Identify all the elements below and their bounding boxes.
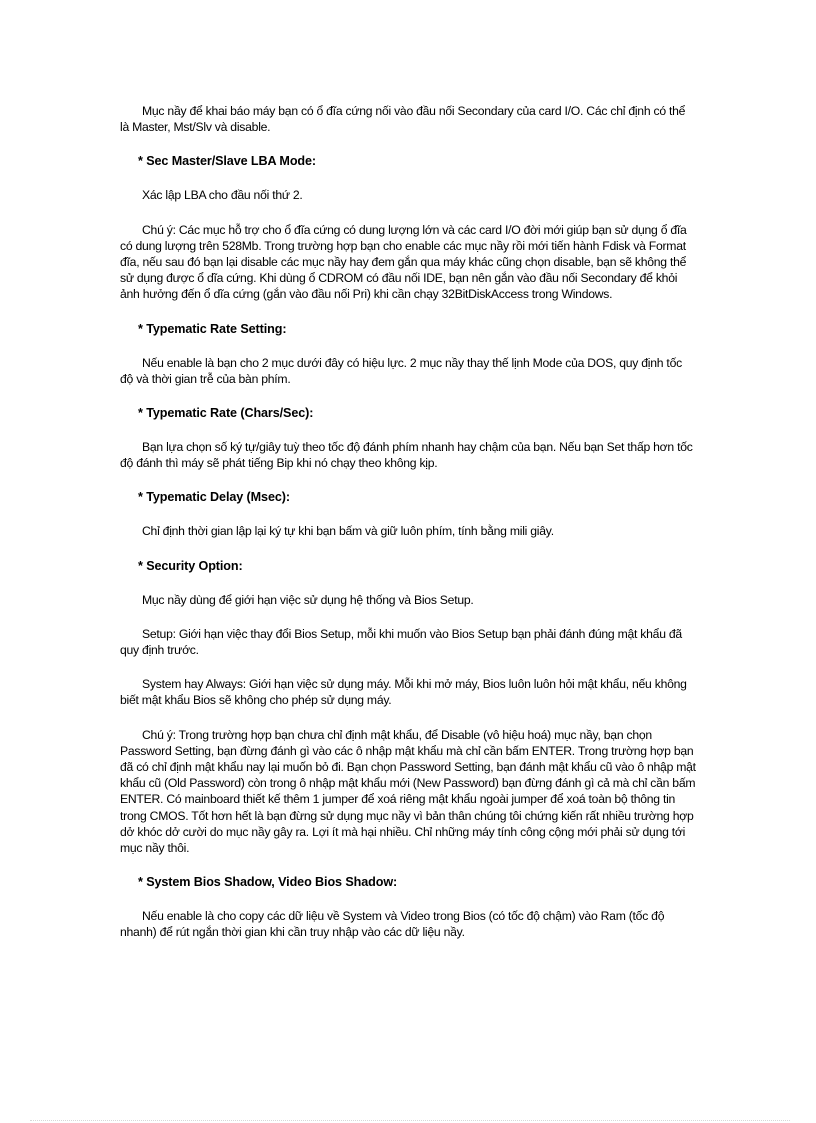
heading-security-option: * Security Option: xyxy=(138,558,243,573)
heading-bios-shadow: * System Bios Shadow, Video Bios Shadow: xyxy=(138,875,398,890)
paragraph-bios-shadow: Nếu enable là cho copy các dữ liệu về System và Video trong Bios (có tốc độ chậm) vào Ram (tốc độ nhanh) để rút ngắn thời gian khi cần truy nhập vào các dữ liệu nầy. xyxy=(120,909,665,940)
paragraph-typematic-rate: Bạn lựa chọn số ký tự/giây tuỳ theo tốc độ đánh phím nhanh hay chậm của bạn. Nếu bạn Set thấp hơn tốc độ đánh thì máy sẽ phát tiếng Bip khi nó chạy theo không kịp. xyxy=(120,440,693,471)
heading-typematic-rate: * Typematic Rate (Chars/Sec): xyxy=(138,406,314,421)
heading-sec-master-slave-lba: * Sec Master/Slave LBA Mode: xyxy=(138,154,317,169)
paragraph-security-system: System hay Always: Giới hạn việc sử dụng máy. Mỗi khi mở máy, Bios luôn luôn hỏi mật khẩu, nếu không biết mật khẩu Bios sẽ không cho phép sử dụng máy. xyxy=(120,677,687,708)
paragraph-lba-setup: Xác lập LBA cho đầu nối thứ 2. xyxy=(142,188,303,203)
paragraph-security-setup: Setup: Giới hạn việc thay đổi Bios Setup, mỗi khi muốn vào Bios Setup bạn phải đánh đúng mật khẩu đã quy định trước. xyxy=(120,626,682,658)
paragraph-typematic-rate-setting: Nếu enable là bạn cho 2 mục dưới đây có hiệu lực. 2 mục nầy thay thế lịnh Mode của DOS, quy định tốc độ và thời gian trễ của bàn phím. xyxy=(120,355,682,386)
heading-typematic-delay: * Typematic Delay (Msec): xyxy=(138,490,290,505)
paragraph-security-intro: Mục nầy dùng để giới hạn việc sử dụng hệ thống và Bios Setup. xyxy=(142,592,474,607)
page-bottom-divider xyxy=(30,1120,790,1121)
paragraph-typematic-delay: Chỉ định thời gian lập lại ký tự khi bạn bấm và giữ luôn phím, tính bằng mili giây. xyxy=(142,524,554,539)
paragraph-lba-note: Chú ý: Các mục hỗ trợ cho ổ đĩa cứng có dung lượng lớn và các card I/O đời mới giúp bạn sử dụng ổ đĩa có dung lượng trên 528Mb. Trong trường hợp bạn cho enable các mục nầy rồi mới tiến hành Fdisk và Format đĩa, nếu sau đó bạn lại disable các mục nầy hay đem gắn qua máy khác cũng chọn disable, bạn sẽ không thể sử dụng được ổ dĩa cứng. Khi dùng ổ CDROM có đầu nối IDE, bạn nên gắn vào đầu nối Secondary để khỏi ảnh hưởng đến ổ dĩa cứng (gắn vào đầu nối Pri) khi cần chạy 32BitDiskAccess trong Windows. xyxy=(120,222,687,302)
heading-typematic-rate-setting: * Typematic Rate Setting: xyxy=(138,321,287,336)
paragraph-secondary-connector: Mục nầy để khai báo máy bạn có ổ đĩa cứng nối vào đầu nối Secondary của card I/O. Các chỉ định có thể là Master, Mst/Slv và disable. xyxy=(120,104,686,135)
document-page xyxy=(120,103,696,959)
paragraph-security-note: Chú ý: Trong trường hợp bạn chưa chỉ định mật khẩu, để Disable (vô hiệu hoá) mục nầy, bạn chọn Password Setting, bạn đừng đánh gì vào các ô nhập mật khẩu mà chỉ cần bấm ENTER. Trong trường hợp bạn đã có chỉ định mật khẩu nay lại muốn bỏ đi. Bạn chọn Password Setting, bạn đánh mật khẩu cũ vào ô nhập mật khẩu cũ (Old Password) còn trong ô nhập mật khẩu mới (New Password) bạn đừng đánh gì cả mà chỉ cần bấm ENTER. Có mainboard thiết kế thêm 1 jumper để xoá riêng mật khẩu ngoài jumper để xoá toàn bộ thông tin trong CMOS. Tốt hơn hết là bạn đừng sử dụng mục nầy vì bản thân chúng tôi chứng kiến rất nhiều trường hợp dở khóc dở cười do mục nầy gây ra. Lợi ít mà hại nhiều. Chỉ những máy tính công cộng mới phải sử dụng tới mục nầy thôi. xyxy=(120,727,696,856)
